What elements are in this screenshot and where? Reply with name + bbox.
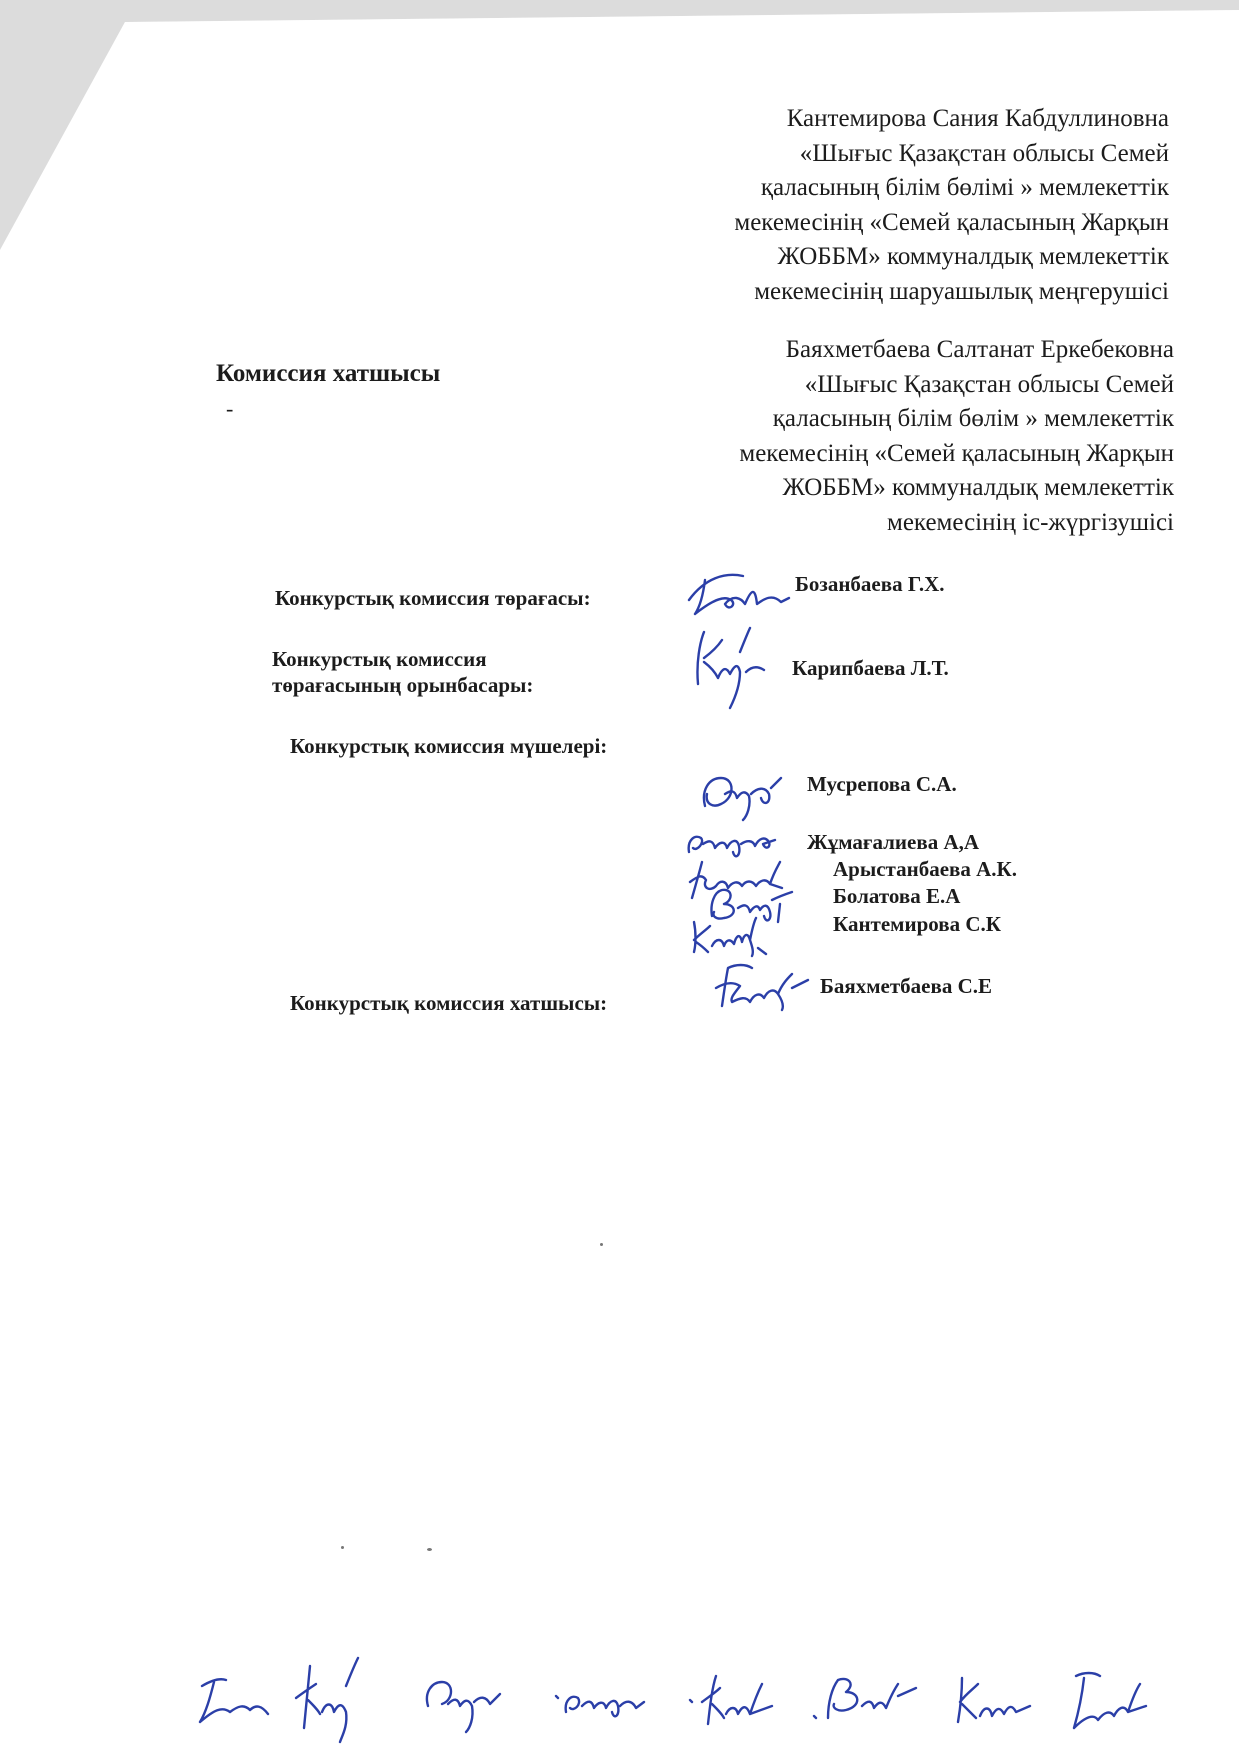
member-name: Арыстанбаева А.К.	[833, 857, 1018, 881]
secretary-line: «Шығыс Қазақстан облысы Семей	[804, 370, 1174, 398]
chair-name: Бозанбаева Г.Х.	[795, 572, 945, 596]
members-label: Конкурстық комиссия мүшелері:	[290, 734, 608, 758]
scan-speck	[600, 1243, 603, 1246]
member-line: қаласының білім бөлімі » мемлекеттік	[760, 174, 1169, 201]
deputy-label-line2: төрағасының орынбасары:	[272, 673, 534, 697]
member-line: мекемесінің шаруашылық меңгерушісі	[754, 277, 1169, 305]
bottom-initials-icon	[190, 1636, 1239, 1746]
secretary-line: мекемесінің «Семей қаласының Жарқын	[739, 439, 1174, 467]
scan-speck	[341, 1546, 344, 1549]
member-signature-icon	[688, 912, 778, 958]
secretary-name: Баяхметбаева С.Е	[820, 974, 993, 998]
member-line: Кантемирова Сания Кабдуллиновна	[786, 105, 1169, 132]
member-signature-icon	[683, 822, 779, 862]
secretary-line: мекемесінің іс-жүргізушісі	[887, 508, 1174, 536]
member-line: «Шығыс Қазақстан облысы Семей	[799, 139, 1169, 167]
secretary-block	[739, 333, 1174, 540]
deputy-label-line1: Конкурстық комиссия	[272, 647, 487, 671]
member-name: Болатова Е.А	[833, 884, 961, 908]
secretary-label: Конкурстық комиссия хатшысы:	[290, 991, 608, 1015]
secretary-heading: Комиссия хатшысы	[216, 360, 441, 387]
secretary-line: қаласының білім бөлім » мемлекеттік	[772, 405, 1174, 432]
secretary-signature-icon	[712, 958, 812, 1012]
secretary-line: Баяхметбаева Салтанат Еркебековна	[785, 336, 1174, 363]
member-signature-icon	[695, 764, 785, 820]
chair-signature-icon	[685, 568, 795, 618]
member-name: Жұмағалиева А,А	[807, 830, 980, 854]
member-name: Кантемирова С.К	[833, 912, 1001, 936]
deputy-name: Карипбаева Л.Т.	[792, 656, 949, 680]
deputy-signature-icon	[688, 622, 768, 712]
secretary-dash: -	[226, 396, 234, 421]
member-kantemirova-block	[734, 102, 1169, 309]
scan-speck	[427, 1548, 432, 1551]
secretary-line: ЖОББМ» коммуналдық мемлекеттік	[782, 474, 1174, 501]
member-line: ЖОББМ» коммуналдық мемлекеттік	[777, 243, 1169, 270]
member-line: мекемесінің «Семей қаласының Жарқын	[734, 208, 1169, 236]
chair-label: Конкурстық комиссия төрағасы:	[275, 586, 591, 610]
member-name: Мусрепова С.А.	[807, 772, 957, 796]
